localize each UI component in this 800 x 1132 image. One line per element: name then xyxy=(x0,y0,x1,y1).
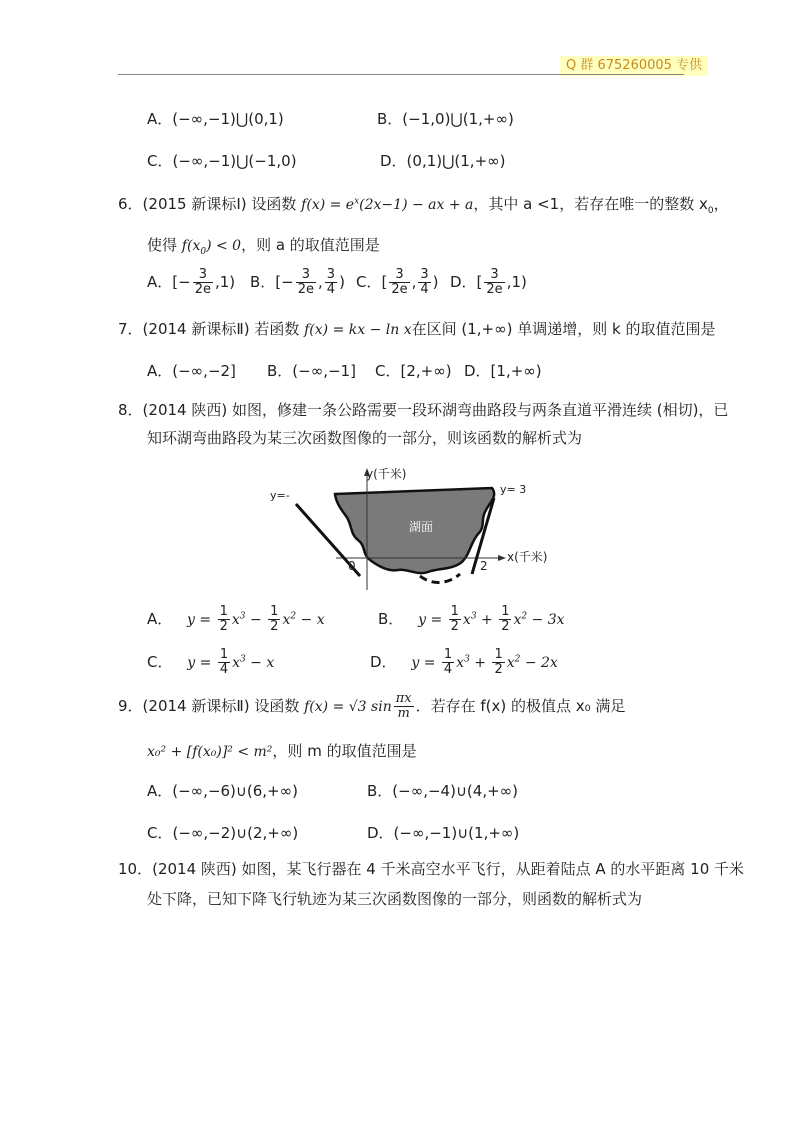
header-badge: Q 群 675260005 专供 xyxy=(560,56,708,76)
fig-two-label: 2 xyxy=(480,559,488,573)
q9-line2-post: ，则 m 的取值范围是 xyxy=(272,742,417,760)
q8-option-a: A． y = $\frac{1}{2}$ $x^3$ − $\frac{1}{2}$ $x^2 - x$ xyxy=(147,604,325,634)
q6-label: 6．(2015 新课标Ⅰ) 设函数 xyxy=(118,195,297,213)
x-axis-arrow xyxy=(498,555,506,561)
q6-option-b: B．[− $\frac{3}{2e}$ , $\frac{3}{4}$ ) xyxy=(250,267,345,297)
q9-line1: 9．(2014 新课标Ⅱ) 设函数 f(x) = √3 sin $\frac{\pi x}{m}$ ．若存在 f(x) 的极值点 x₀ 满足 xyxy=(118,691,626,721)
q6-line2-cond: $f(x_0) < 0$ xyxy=(181,238,242,257)
fig-left-line-label: y=- xyxy=(270,489,290,502)
q6-comma: ， xyxy=(713,195,729,213)
q6-line2 xyxy=(147,234,380,257)
q9-option-c: C．(−∞,−2)∪(2,+∞) xyxy=(147,824,299,842)
q7-option-c: C．[2,+∞) xyxy=(375,362,452,380)
q6-x0-sub: 0 xyxy=(707,206,714,216)
fig-lake-label: 湖面 xyxy=(409,520,434,534)
q9-option-b: B．(−∞,−4)∪(4,+∞) xyxy=(367,782,518,800)
q7-func: f(x) = kx − ln x xyxy=(304,322,412,338)
q6-line1 xyxy=(118,193,729,216)
q9-post: ．若存在 f(x) 的极值点 x₀ 满足 xyxy=(415,697,626,715)
q7-post: 在区间 (1,+∞) 单调递增，则 k 的取值范围是 xyxy=(411,320,716,338)
q9-func: f(x) = √3 sin xyxy=(304,699,392,715)
header-divider xyxy=(118,74,684,75)
q5-option-b: B．(−1,0)⋃(1,+∞) xyxy=(377,110,514,128)
q7-option-a: A．(−∞,−2] xyxy=(147,362,236,380)
fig-x-axis-label: x(千米) xyxy=(507,550,548,564)
q9-label: 9．(2014 新课标Ⅱ) 设函数 xyxy=(118,697,300,715)
q9-line2 xyxy=(147,740,417,761)
q8-line2: 知环湖弯曲路段为某三次函数图像的一部分，则该函数的解析式为 xyxy=(147,429,583,447)
q6-func: $f(x) = e^x(2x-1)$ − ax + a xyxy=(301,196,474,213)
q9-option-d: D．(−∞,−1)∪(1,+∞) xyxy=(367,824,520,842)
fig-origin-label: 0 xyxy=(348,559,356,573)
q6-line2-post: ，则 a 的取值范围是 xyxy=(241,236,380,254)
q10-line1: 10．(2014 陕西) 如图，某飞行器在 4 千米高空水平飞行，从距着陆点 A 的水平距离 10 千米 xyxy=(118,860,745,878)
fig-right-line-label: y= 3 xyxy=(500,483,527,496)
q8-option-c: C． y = $\frac{1}{4}$ $x^3 - x$ xyxy=(147,647,275,677)
q5-option-d: D．(0,1)⋃(1,+∞) xyxy=(380,152,506,170)
q6-condition: ，其中 a <1，若存在唯一的整数 x xyxy=(473,195,708,213)
q6-line2-pre: 使得 xyxy=(147,236,178,254)
q7-line xyxy=(118,318,715,339)
fig-y-axis-label: y(千米) xyxy=(366,467,407,481)
curve-dashes xyxy=(420,574,460,583)
q7-option-d: D．[1,+∞) xyxy=(464,362,542,380)
q9-inequality: x₀² + [f(x₀)]² < m² xyxy=(147,744,273,760)
q10-line2: 处下降，已知下降飞行轨迹为某三次函数图像的一部分，则函数的解析式为 xyxy=(147,890,643,908)
q8-option-d: D． y = $\frac{1}{4}$ $x^3$ + $\frac{1}{2}$ $x^2 - 2x$ xyxy=(370,647,558,677)
q7-label: 7．(2014 新课标Ⅱ) 若函数 xyxy=(118,320,300,338)
q8-line1: 8．(2014 陕西) 如图，修建一条公路需要一段环湖弯曲路段与两条直道平滑连续 (相切)，已 xyxy=(118,401,729,419)
q7-option-b: B．(−∞,−1] xyxy=(267,362,356,380)
q8-option-b: B． y = $\frac{1}{2}$ $x^3$ + $\frac{1}{2}$ $x^2 - 3x$ xyxy=(378,604,565,634)
q5-option-a: A．(−∞,−1)⋃(0,1) xyxy=(147,110,284,128)
q6-option-c: C．[ $\frac{3}{2e}$ , $\frac{3}{4}$ ) xyxy=(356,267,439,297)
q5-option-c: C．(−∞,−1)⋃(−1,0) xyxy=(147,152,297,170)
q6-option-a: A．[− $\frac{3}{2e}$ ,1) xyxy=(147,267,236,297)
q9-option-a: A．(−∞,−6)∪(6,+∞) xyxy=(147,782,298,800)
q6-option-d: D．[ $\frac{3}{2e}$ ,1) xyxy=(450,267,527,297)
